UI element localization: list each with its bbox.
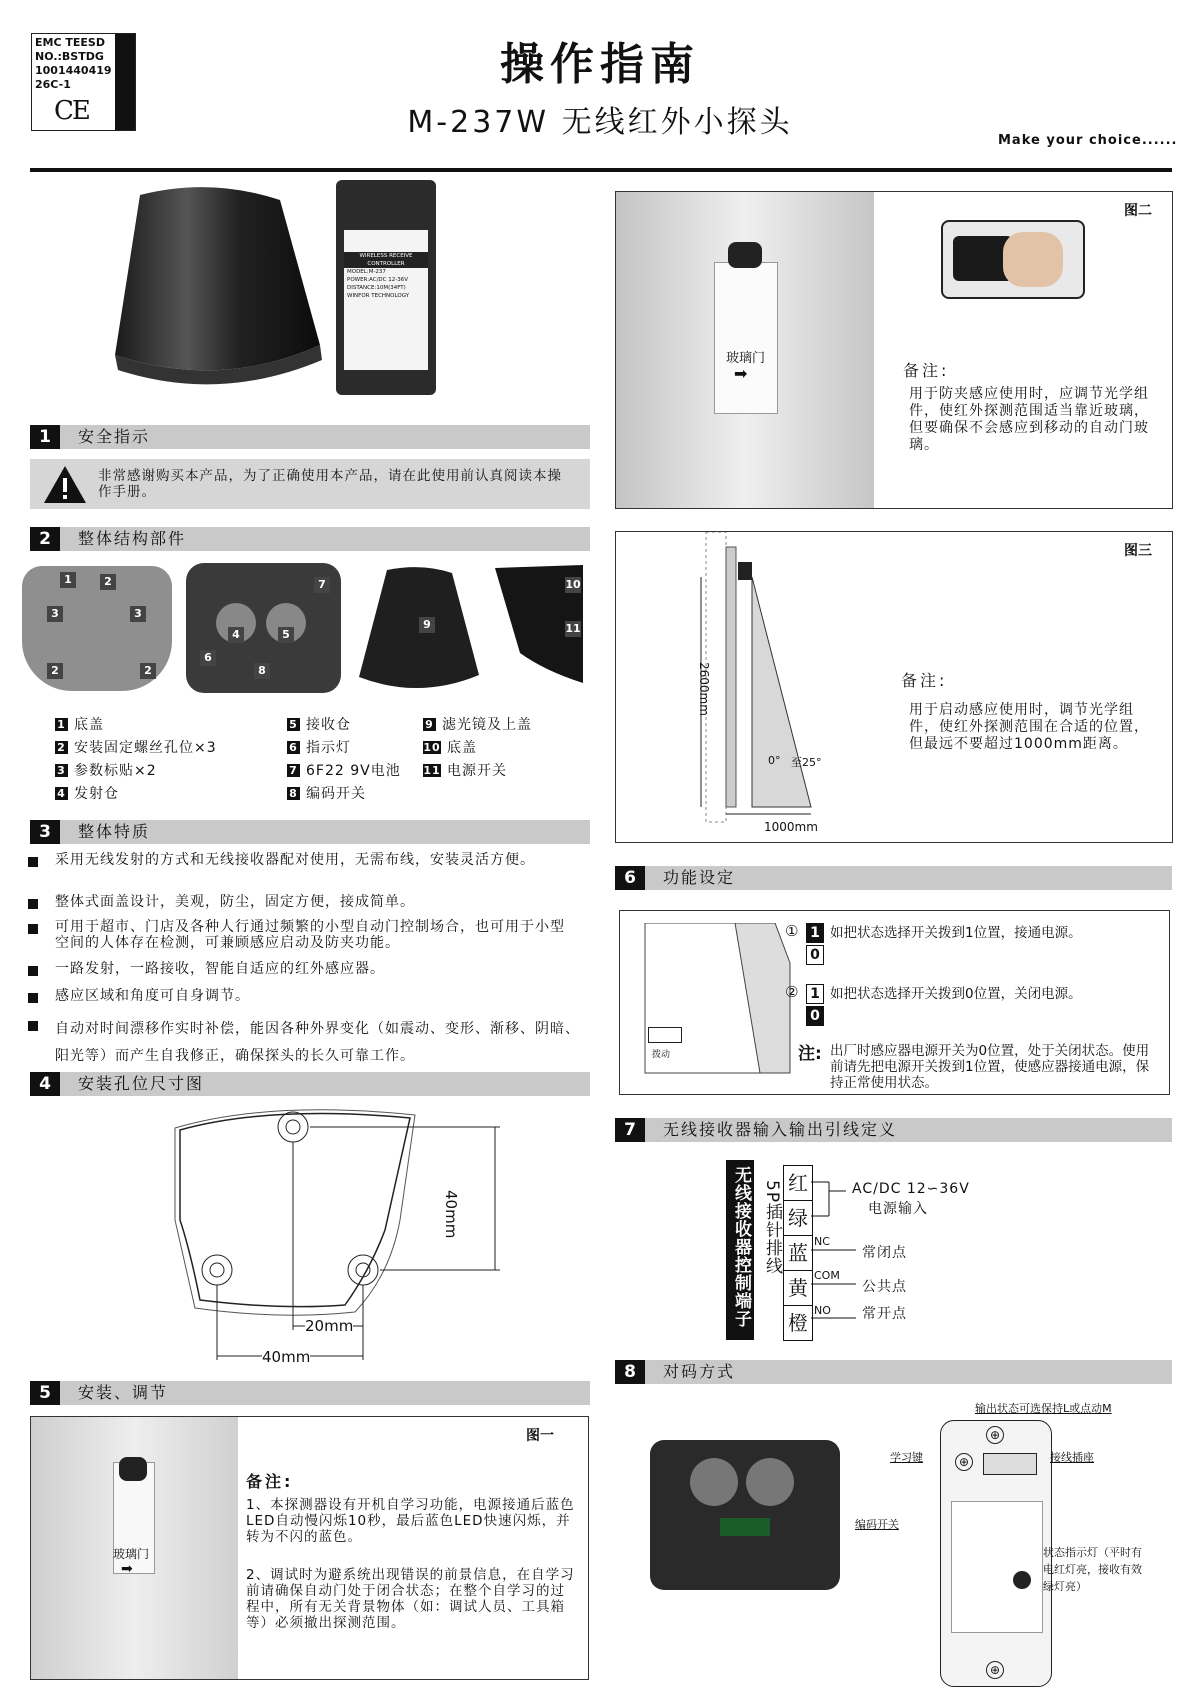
glass-door-label: 玻璃门 <box>113 1547 150 1561</box>
terminal-side-label: 无线接收器控制端子 <box>726 1160 754 1340</box>
safety-notice <box>30 459 590 509</box>
detection-angle-diagram <box>616 532 846 842</box>
bullet <box>28 899 38 909</box>
cert-line-1: EMC TEESD <box>35 36 105 49</box>
pairing-module-photo <box>650 1440 840 1590</box>
sensor-side-illustration <box>640 923 800 1083</box>
height-label: 2600mm <box>697 662 711 716</box>
wire-orange: 橙 <box>788 1311 808 1335</box>
section-7-header <box>615 1118 1172 1142</box>
part-5: 5 接收仓 <box>287 716 351 734</box>
wire-red: 红 <box>784 1166 812 1201</box>
section-title: 整体特质 <box>78 822 151 841</box>
feature-4: 一路发射，一路接收，智能自适应的红外感应器。 <box>55 961 385 977</box>
section-8-header <box>615 1360 1172 1384</box>
bullet <box>28 924 38 934</box>
screw-icon: ⊕ <box>986 1426 1004 1444</box>
switch-on-position: 1 0 <box>806 922 824 965</box>
part-4: 4 发射仓 <box>55 785 119 803</box>
com-label: 公共点 <box>862 1279 907 1295</box>
section-number: 8 <box>615 1360 645 1384</box>
dim-40mm-label: 40mm <box>262 1348 311 1366</box>
section-number: 2 <box>30 527 60 551</box>
part-10: 10 底盖 <box>423 740 477 756</box>
part-3: 3 参数标贴×2 <box>55 762 157 780</box>
dim-20mm-label: 20mm <box>305 1317 354 1335</box>
wire-blue: 蓝 <box>784 1236 812 1271</box>
figure-label: 图一 <box>526 1428 554 1444</box>
section-number: 1 <box>30 425 60 449</box>
part-2: 2 安装固定螺丝孔位×3 <box>55 739 217 757</box>
figure-label: 图三 <box>1124 543 1152 559</box>
corridor-illustration <box>31 1417 238 1679</box>
feature-6: 自动对时间漂移作实时补偿，能因各种外界变化（如震动、变形、渐移、阴暗、阳光等）而产生自我修正，确保探头的长久可靠工作。 <box>55 1021 580 1064</box>
corridor-illustration <box>616 192 874 508</box>
section-number: 3 <box>30 820 60 844</box>
note-2: 2、调试时为避系统出现错误的前景信息，在自学习前请确保自动门处于闭合状态；在整个自学习的过程中，所有无关背景物体（如：调试人员、工具箱等）必须撤出探测范围。 <box>246 1567 575 1631</box>
socket-icon <box>983 1453 1037 1475</box>
ce-mark-icon: CE <box>54 96 89 126</box>
filter-cover-image: 9 <box>357 565 482 693</box>
section-title: 无线接收器输入输出引线定义 <box>663 1120 898 1139</box>
pin-label: 5P插针排线 <box>762 1180 782 1276</box>
header-rule <box>30 168 1172 172</box>
cert-line-2: NO.:BSTDG <box>35 50 104 63</box>
learn-key-callout: 学习键 <box>890 1451 923 1464</box>
circle-2: ② <box>785 983 799 1001</box>
base-cover-image: 1 2 3 3 2 2 <box>22 566 172 691</box>
figure-2 <box>615 191 1173 509</box>
side-view-image: 10 11 <box>485 563 585 688</box>
output-state-callout: 输出状态可选保持L或点动M <box>975 1402 1112 1415</box>
figure-3 <box>615 531 1173 843</box>
no-tag: NO <box>814 1304 831 1317</box>
section-3-header <box>30 820 590 844</box>
no-label: 常开点 <box>862 1306 907 1322</box>
power-sub: 电源输入 <box>868 1201 928 1217</box>
screw-icon: ⊕ <box>986 1661 1004 1679</box>
part-6: 6 指示灯 <box>287 739 351 757</box>
angle-to-label: 至25° <box>791 756 822 769</box>
slogan: Make your choice...... <box>998 133 1178 148</box>
func-note: 出厂时感应器电源开关为0位置，处于关闭状态。使用前请先把电源开关拨到1位置，使感应器接通电源，保持正常使用状态。 <box>830 1043 1150 1091</box>
status-led-icon <box>1013 1571 1031 1589</box>
note-1: 1、本探测器设有开机自学习功能，电源接通后蓝色LED自动慢闪烁10秒，最后蓝色LED快速闪烁，并转为不闪的蓝色。 <box>246 1497 575 1545</box>
nc-tag: NC <box>814 1235 830 1248</box>
section-5-header <box>30 1381 590 1405</box>
feature-3: 可用于超市、门店及各种人行通过频繁的小型自动门控制场合，也可用于小型空间的人体存在检测，可兼顾感应启动及防夹功能。 <box>55 919 565 951</box>
mounting-hole-diagram <box>170 1100 520 1370</box>
angle-from-label: 0° <box>768 754 781 767</box>
feature-1: 采用无线发射的方式和无线接收器配对使用，无需布线，安装灵活方便。 <box>55 852 535 868</box>
feature-2: 整体式面盖设计，美观，防尘，固定方便，接成简单。 <box>55 894 415 910</box>
section-number: 6 <box>615 866 645 890</box>
learn-key-icon: ⊕ <box>955 1453 973 1471</box>
dim-height-label: 40mm <box>442 1190 460 1239</box>
wire-green: 绿 <box>784 1201 812 1236</box>
part-11: 11 电源开关 <box>423 763 507 779</box>
func-item-1: 如把状态选择开关拨到1位置，接通电源。 <box>830 925 1082 941</box>
page-subtitle: M-237W 无线红外小探头 <box>407 105 793 140</box>
width-label: 1000mm <box>764 820 818 834</box>
power-spec: AC/DC 12∽36V <box>852 1181 970 1197</box>
safety-text: 非常感谢购买本产品，为了正确使用本产品，请在此使用前认真阅读本操作手册。 <box>98 468 562 500</box>
note-title: 备注: <box>246 1472 294 1491</box>
pairing-receiver-diagram <box>940 1420 1052 1687</box>
status-led-callout: 状态指示灯（平时有电红灯亮，接收有效绿灯亮） <box>1043 1546 1142 1593</box>
switch-off-position: 1 0 <box>806 983 824 1026</box>
func-note-title: 注: <box>798 1044 822 1064</box>
warning-triangle-icon <box>42 463 88 505</box>
feature-5: 感应区域和角度可自身调节。 <box>55 988 250 1004</box>
dial-label: 拨动 <box>652 1050 671 1060</box>
wire-color-table <box>783 1165 813 1341</box>
section-title: 整体结构部件 <box>78 529 187 548</box>
section-title: 对码方式 <box>663 1362 736 1381</box>
section-4-header <box>30 1072 590 1096</box>
bullet <box>28 993 38 1003</box>
note-title: 备注: <box>903 361 950 380</box>
receiver-controller-illustration: WIRELESS RECEIVE CONTROLLER MODEL:M-237 POWER:AC/DC 12-36V DISTANCE:10M(34FT) WINFOR TECHNOLOGY <box>336 180 436 395</box>
wire-yellow: 黄 <box>784 1271 812 1306</box>
func-item-2: 如把状态选择开关拨到0位置，关闭电源。 <box>830 986 1082 1002</box>
cert-line-3: 1001440419 <box>35 64 112 77</box>
section-title: 安全指示 <box>78 427 151 446</box>
section-number: 5 <box>30 1381 60 1405</box>
function-settings-box <box>619 910 1170 1095</box>
glass-door-label: 玻璃门 <box>726 351 766 366</box>
page-title: 操作指南 <box>500 39 700 90</box>
part-7: 7 6F22 9V电池 <box>287 762 401 780</box>
section-1-header <box>30 425 590 449</box>
arrow-right-icon: ➡ <box>121 1561 133 1577</box>
socket-callout: 接线插座 <box>1050 1451 1094 1464</box>
code-switch-callout: 编码开关 <box>855 1518 899 1531</box>
note-title: 备注: <box>901 671 948 690</box>
part-9: 9 滤光镜及上盖 <box>423 716 532 734</box>
section-title: 功能设定 <box>663 868 736 887</box>
section-title: 安装孔位尺寸图 <box>78 1074 205 1093</box>
section-number: 7 <box>615 1118 645 1142</box>
arrow-right-icon: ➡ <box>734 364 748 383</box>
section-6-header <box>615 866 1172 890</box>
hand-adjust-inset <box>941 220 1085 299</box>
bullet <box>28 857 38 867</box>
internal-module-image: 4 5 6 8 7 <box>186 563 341 693</box>
part-8: 8 编码开关 <box>287 785 366 803</box>
section-number: 4 <box>30 1072 60 1096</box>
bullet <box>28 966 38 976</box>
figure-1 <box>30 1416 589 1680</box>
nc-label: 常闭点 <box>862 1245 907 1261</box>
product-photo <box>100 175 460 405</box>
note-text: 用于启动感应使用时，调节光学组件，使红外探测范围在合适的位置，但最远不要超过1000mm距离。 <box>909 702 1149 752</box>
section-title: 安装、调节 <box>78 1383 169 1402</box>
cert-line-4: 26C-1 <box>35 78 71 91</box>
figure-label: 图二 <box>1124 203 1152 219</box>
com-tag: COM <box>814 1269 840 1282</box>
bullet <box>28 1021 38 1031</box>
circle-1: ① <box>785 922 799 940</box>
note-text: 用于防夹感应使用时，应调节光学组件，使红外探测范围适当靠近玻璃，但要确保不会感应到移动的自动门玻璃。 <box>909 386 1149 453</box>
section-2-header <box>30 527 590 551</box>
part-1: 1 底盖 <box>55 716 104 734</box>
